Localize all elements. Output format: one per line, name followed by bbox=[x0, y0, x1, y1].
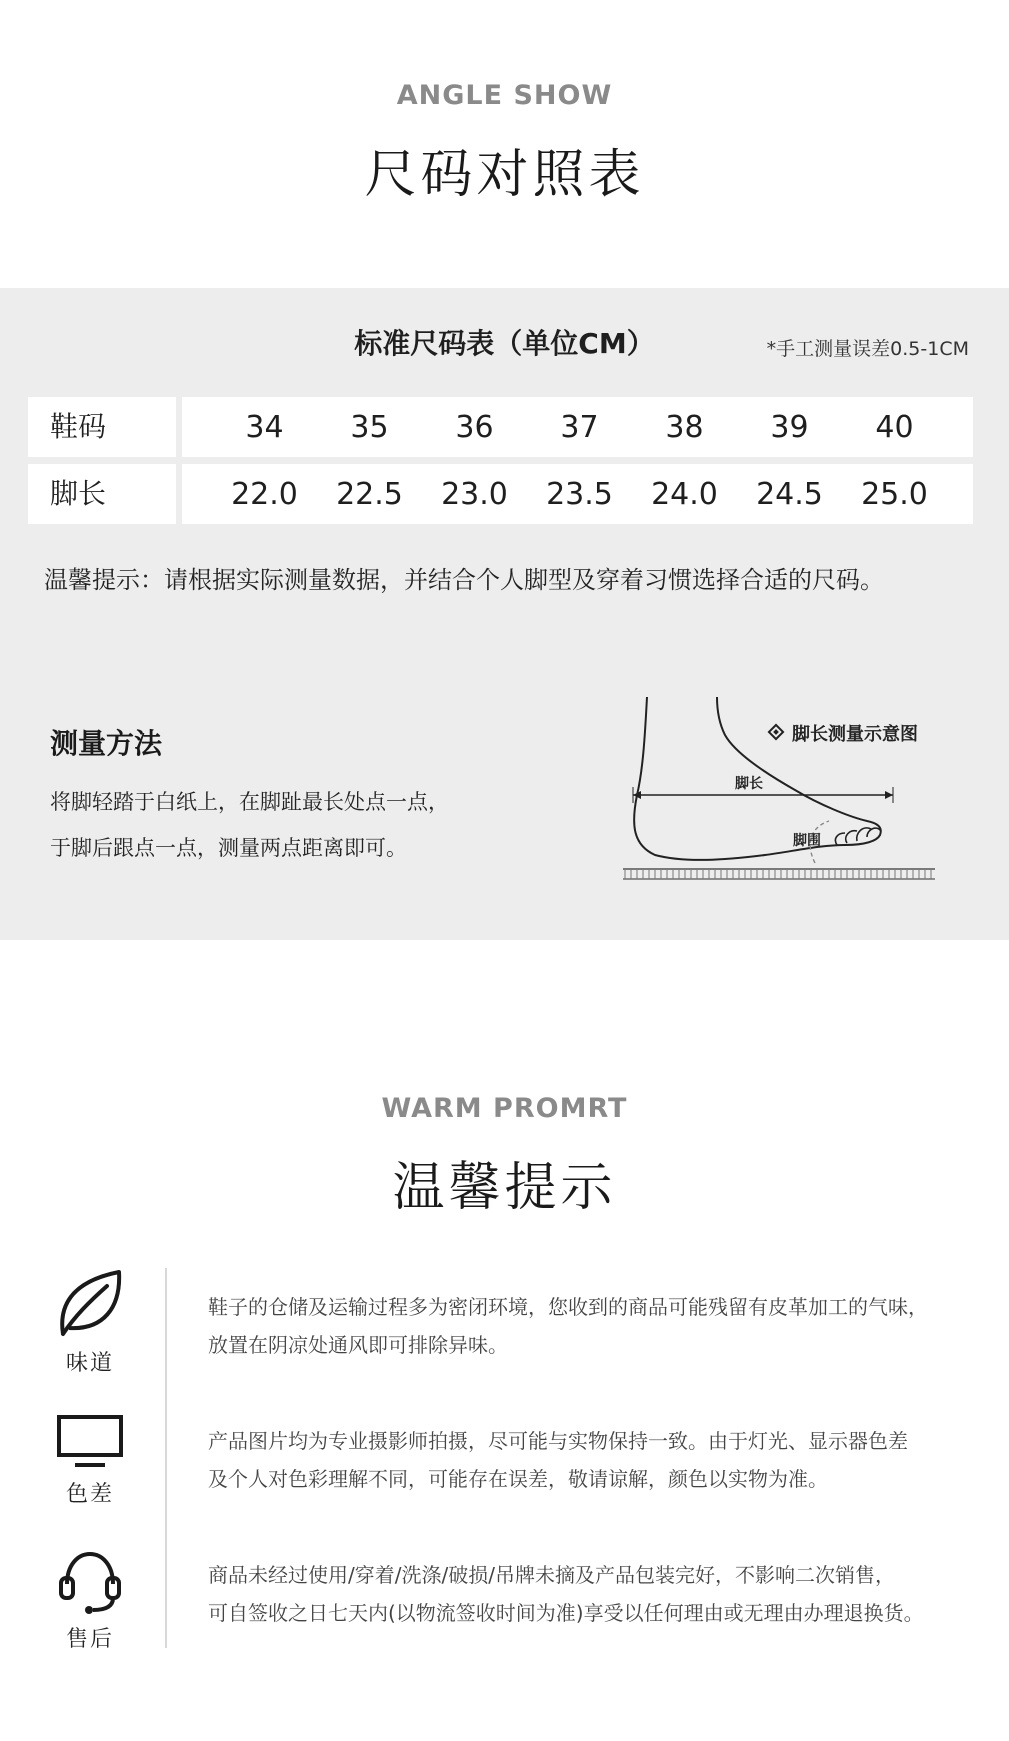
headset-icon bbox=[55, 1546, 125, 1616]
diagram-length-label: 脚长 bbox=[735, 776, 763, 792]
length-row bbox=[28, 464, 973, 524]
length-cell: 24.5 bbox=[756, 477, 823, 512]
length-cell: 24.0 bbox=[651, 477, 718, 512]
warm-item-aftersale bbox=[50, 1546, 130, 1653]
length-row-cells bbox=[182, 464, 973, 524]
size-cell: 39 bbox=[770, 410, 809, 445]
size-cell: 37 bbox=[560, 410, 599, 445]
method-title: 测量方法 bbox=[50, 727, 163, 760]
warm-zh-title: 温馨提示 bbox=[392, 1158, 617, 1218]
method-line-1: 将脚轻踏于白纸上，在脚趾最长处点一点， bbox=[50, 790, 449, 814]
warm-label-smell: 味道 bbox=[65, 1351, 114, 1376]
size-cell: 40 bbox=[875, 410, 914, 445]
warm-item-smell bbox=[50, 1268, 130, 1377]
warm-label-aftersale: 售后 bbox=[65, 1627, 114, 1652]
warm-text-aftersale-2: 可自签收之日七天内(以物流签收时间为准)享受以任何理由或无理由办理退换货。 bbox=[208, 1601, 924, 1625]
size-tip: 温馨提示：请根据实际测量数据，并结合个人脚型及穿着习惯选择合适的尺码。 bbox=[44, 566, 884, 594]
warm-en-title: WARM PROMRT bbox=[381, 1093, 628, 1124]
warm-text-color-1: 产品图片均为专业摄影师拍摄，尽可能与实物保持一致。由于灯光、显示器色差 bbox=[208, 1429, 908, 1453]
warm-text-aftersale-1: 商品未经过使用/穿着/洗涤/破损/吊牌未摘及产品包装完好，不影响二次销售， bbox=[208, 1563, 895, 1587]
size-row bbox=[28, 397, 973, 457]
diagram-legend-text: 脚长测量示意图 bbox=[792, 724, 918, 745]
diagram-girth-label: 脚围 bbox=[793, 833, 821, 849]
size-row-cells bbox=[182, 397, 973, 457]
warm-text-color-2: 及个人对色彩理解不同，可能存在误差，敬请谅解，颜色以实物为准。 bbox=[208, 1467, 828, 1491]
warm-label-color: 色差 bbox=[65, 1482, 114, 1507]
size-table-title: 标准尺码表（单位CM） bbox=[354, 327, 655, 360]
size-cell: 35 bbox=[350, 410, 389, 445]
foot-measure-diagram bbox=[615, 695, 945, 890]
size-table-note: *手工测量误差0.5-1CM bbox=[766, 338, 969, 360]
size-row-label: 鞋码 bbox=[28, 397, 176, 457]
length-cell: 23.0 bbox=[441, 477, 508, 512]
size-cell: 34 bbox=[245, 410, 284, 445]
method-line-2: 于脚后跟点一点，测量两点距离即可。 bbox=[50, 836, 407, 860]
divider bbox=[165, 1268, 167, 1648]
size-cell: 38 bbox=[665, 410, 704, 445]
warm-text-smell-2: 放置在阴凉处通风即可排除异味。 bbox=[208, 1333, 508, 1357]
length-cell: 23.5 bbox=[546, 477, 613, 512]
length-row-label: 脚长 bbox=[28, 464, 176, 524]
leaf-icon bbox=[55, 1268, 125, 1340]
length-cell: 25.0 bbox=[861, 477, 928, 512]
length-cell: 22.5 bbox=[336, 477, 403, 512]
section-en-title: ANGLE SHOW bbox=[396, 80, 613, 111]
warm-item-color bbox=[50, 1413, 130, 1508]
monitor-icon bbox=[55, 1413, 125, 1471]
warm-text-smell-1: 鞋子的仓储及运输过程多为密闭环境，您收到的商品可能残留有皮革加工的气味， bbox=[208, 1295, 928, 1319]
section-zh-title: 尺码对照表 bbox=[364, 145, 645, 205]
length-cell: 22.0 bbox=[231, 477, 298, 512]
size-cell: 36 bbox=[455, 410, 494, 445]
